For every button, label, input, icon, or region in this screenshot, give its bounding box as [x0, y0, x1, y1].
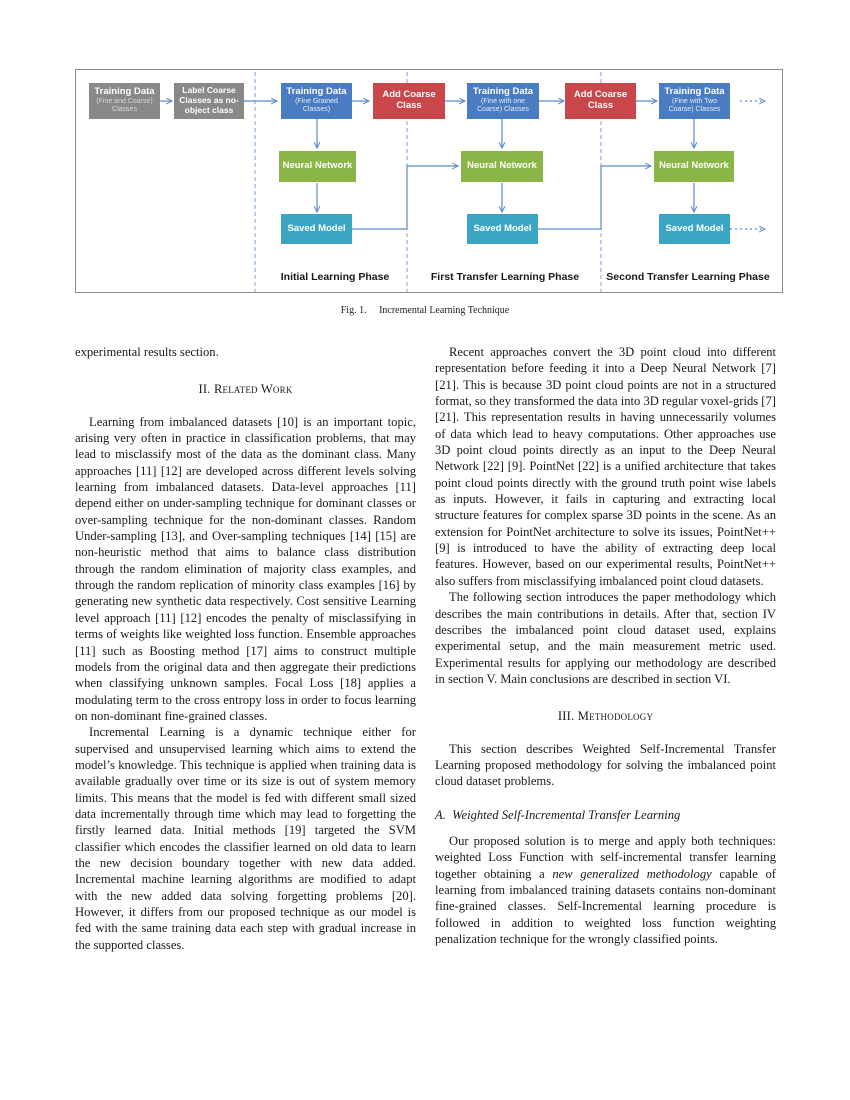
phase-label-initial: Initial Learning Phase	[280, 271, 390, 283]
paragraph-point-cloud-approaches: Recent approaches convert the 3D point cloud into different representation before feeding it into a Deep Neural Network [7] [21]. This is because 3D point cloud points are not in a structured format, so they transformed the data into 3D regular voxel-grids [7] [21]. This representation results in having unnecessarily volumes of data which lead to heavy computations. Other approaches use 3D point cloud points directly as an input to the Deep Neural Network [22] [9]. PointNet [22] is a unified architecture that takes point cloud points directly with the ground truth point wise labels as inputs. However, it fails in capturing and extracting local structure features for complex sparse 3D points in the scene. As an extension for PointNet architecture to solve its issues, PointNet++ [9] is introduced to have the ability of extracting deep local features. However, based on our experimental results, PointNet++ also suffers from misclassifying imbalanced point cloud datasets.	[435, 345, 776, 588]
figure-caption-label: Fig. 1.	[340, 305, 367, 316]
paragraph-imbalanced-learning: Learning from imbalanced datasets [10] is an important topic, arising very often in practice in classification problems, that may lead to misclassify most of the data as the dominant class. Many approaches [11] [12] are developed across different levels solving learning from imbalanced datasets. Data-level approaches [11] depend either on under-sampling technique for dominant classes or over-sampling technique for the non-dominant classes. Random Under-sampling [13], and Over-sampling techniques [14] [15] are non-heuristic method that aims to balance class distribution through the random elimination of majority class examples, and through the random replication of minority class examples [16] by generating new synthetic data respectively. Cost sensitive Learning level approach [11] [12] encodes the penalty of misclassifying in terms of weights like weighted loss function. Ensemble approaches [11] such as Boosting method [17] aims to construct multiple models from the original data and then aggregate their predictions when classifying unknown samples. Focal Loss [18] applies a modulating term to the cross entropy loss in order to focus learning on non-dominant fine-grained classes.	[75, 414, 416, 723]
box-phase1-training-data: Training Data (Fine Grained Classes)	[281, 83, 352, 119]
phase-label-second-transfer: Second Transfer Learning Phase	[606, 271, 770, 283]
phase-label-first-transfer: First Transfer Learning Phase	[430, 271, 580, 283]
right-column	[435, 344, 776, 947]
figure-caption-text: Incremental Learning Technique	[379, 305, 510, 316]
box-phase2-training-data: Training Data (Fine with one Coarse) Classes	[467, 83, 539, 119]
section-heading-related-work: II. Related Work	[198, 382, 293, 397]
box-phase3-training-data: Training Data (Fine with Two Coarse) Classes	[659, 83, 730, 119]
left-column	[75, 344, 416, 953]
section-heading-methodology: III. Methodology	[557, 709, 654, 724]
box-label-coarse-classes: Label Coarse Classes as no- object class	[174, 83, 244, 119]
figure-caption	[0, 305, 850, 316]
subsection-heading-a: A. Weighted Self-Incremental Transfer Learning	[435, 807, 681, 822]
paragraph-methodology-intro: This section describes Weighted Self-Incremental Transfer Learning proposed methodology for solving the imbalanced point cloud dataset problems.	[435, 741, 776, 789]
box-saved-model-3: Saved Model	[659, 214, 730, 244]
figure-connectors	[0, 0, 850, 300]
box-add-coarse-class-1: Add Coarse Class	[373, 83, 445, 119]
box-saved-model-2: Saved Model	[467, 214, 538, 244]
box-add-coarse-class-2: Add Coarse Class	[565, 83, 636, 119]
paragraph-incremental-learning: Incremental Learning is a dynamic technique either for supervised and unsupervised learning which aims to extend the model’s knowledge. This technique is applied when training data is available gradually over time or its size is out of system memory limits. This means that the model is fed with different small sized data incrementally through time which may lead to forgetting the firstly learned data. Initial methods [19] targeted the SVM classifier which encodes the classifier learned on old data to learn the new decision boundary together with new data added. Incremental machine learning algorithms are modified to adapt with the new added data solving forgetting problems [20]. However, it differs from our proposed technique as our model is fed with the same training data each step with gradual increase in the supported classes.	[75, 725, 416, 952]
box-pre-training-data: Training Data (Fine and Coarse) Classes	[89, 83, 160, 119]
paragraph-paper-outline: The following section introduces the paper methodology which describes the main contributions in details. After that, section IV describes the imbalanced point cloud dataset used, explains experimental setup, and the main measurement metric used. Experimental results for applying our methodology are described in section V. Main conclusions are described in section VI.	[435, 590, 776, 686]
paragraph-proposed-solution: Our proposed solution is to merge and apply both techniques: weighted Loss Function with self-incremental transfer learning together obtaining a new generalized methodology capable of learning from imbalanced training datasets contains non-dominant fine-grained classes. Self-Incremental learning procedure is followed in addition to weighted loss function weighting penalization technique for the wrongly classified points.	[435, 833, 776, 946]
intro-tail: experimental results section.	[75, 345, 219, 359]
box-neural-network-3: Neural Network	[654, 151, 734, 182]
box-neural-network-2: Neural Network	[461, 151, 543, 182]
box-neural-network-1: Neural Network	[279, 151, 356, 182]
box-saved-model-1: Saved Model	[281, 214, 352, 244]
